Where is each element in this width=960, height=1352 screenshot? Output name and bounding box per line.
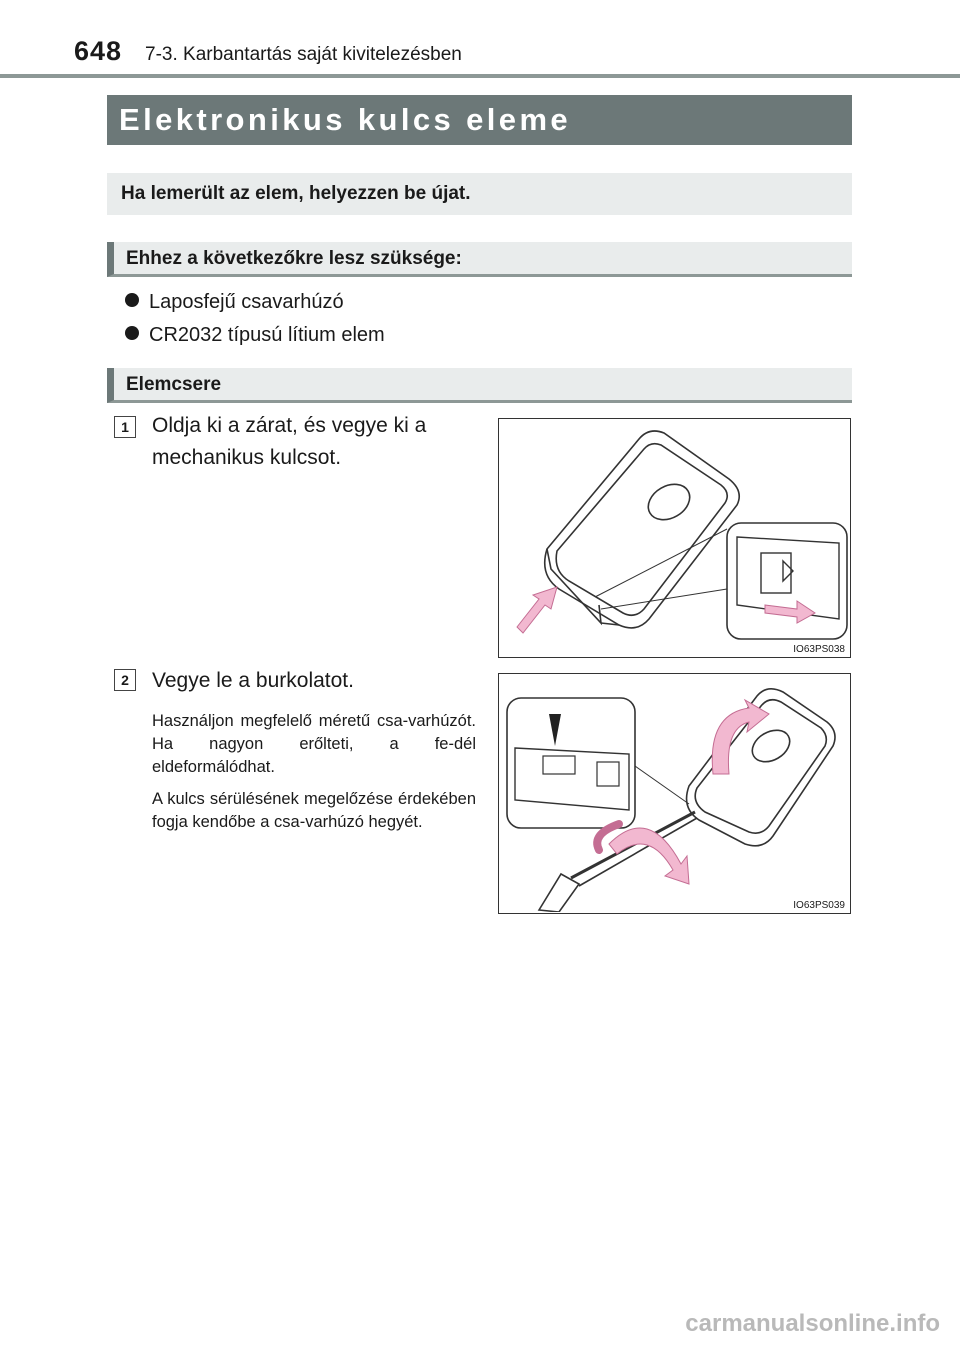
step-number: 2 xyxy=(114,669,136,691)
figure-remove-key xyxy=(498,418,851,658)
list-item xyxy=(125,291,344,314)
step-2-note: A kulcs sérülésének megelőzése érdekében fogja kendőbe a csa-varhúzó hegyét. xyxy=(152,790,476,831)
watermark: carmanualsonline.info xyxy=(685,1310,940,1337)
list-item-text: CR2032 típusú lítium elem xyxy=(149,324,385,346)
list-item-text: Laposfejű csavarhúzó xyxy=(149,291,344,313)
list-item xyxy=(125,324,385,347)
requirements-heading: Ehhez a következőkre lesz szüksége: xyxy=(126,248,462,269)
screwdriver-illustration xyxy=(499,674,849,912)
replacement-heading: Elemcsere xyxy=(126,374,222,395)
inset-detail xyxy=(507,698,689,828)
bullet-icon xyxy=(125,293,139,307)
page-number: 648 xyxy=(74,36,123,66)
notice-text: Ha lemerült az elem, helyezzen be újat. xyxy=(121,183,471,204)
figure-code: IO63PS039 xyxy=(793,900,845,911)
notice-box xyxy=(107,173,852,215)
inset-detail xyxy=(595,523,847,639)
key-fob-illustration xyxy=(499,419,849,656)
arrow-pull-left-icon xyxy=(517,587,557,633)
step-2-note: Használjon megfelelő méretű csa-varhúzót. Ha nagyon erőlteti, a fe-dél eldeformálódhat. xyxy=(152,712,476,776)
figure-remove-cover xyxy=(498,673,851,914)
page-title-banner xyxy=(107,95,852,145)
key-fob-body xyxy=(545,431,740,628)
figure-code: IO63PS038 xyxy=(793,644,845,655)
page-title: Elektronikus kulcs eleme xyxy=(119,102,572,137)
header-rule xyxy=(0,74,960,78)
replacement-heading-box xyxy=(107,368,852,403)
requirements-heading-box xyxy=(107,242,852,277)
bullet-icon xyxy=(125,326,139,340)
arrow-twist-icon xyxy=(609,828,689,884)
step-2-text: Vegye le a burkolatot. xyxy=(152,669,354,692)
section-title: 7-3. Karbantartás saját kivitelezésben xyxy=(145,44,462,65)
step-1-text: Oldja ki a zárat, és vegye ki a mechanikus kulcsot. xyxy=(152,414,427,469)
step-number: 1 xyxy=(114,416,136,438)
